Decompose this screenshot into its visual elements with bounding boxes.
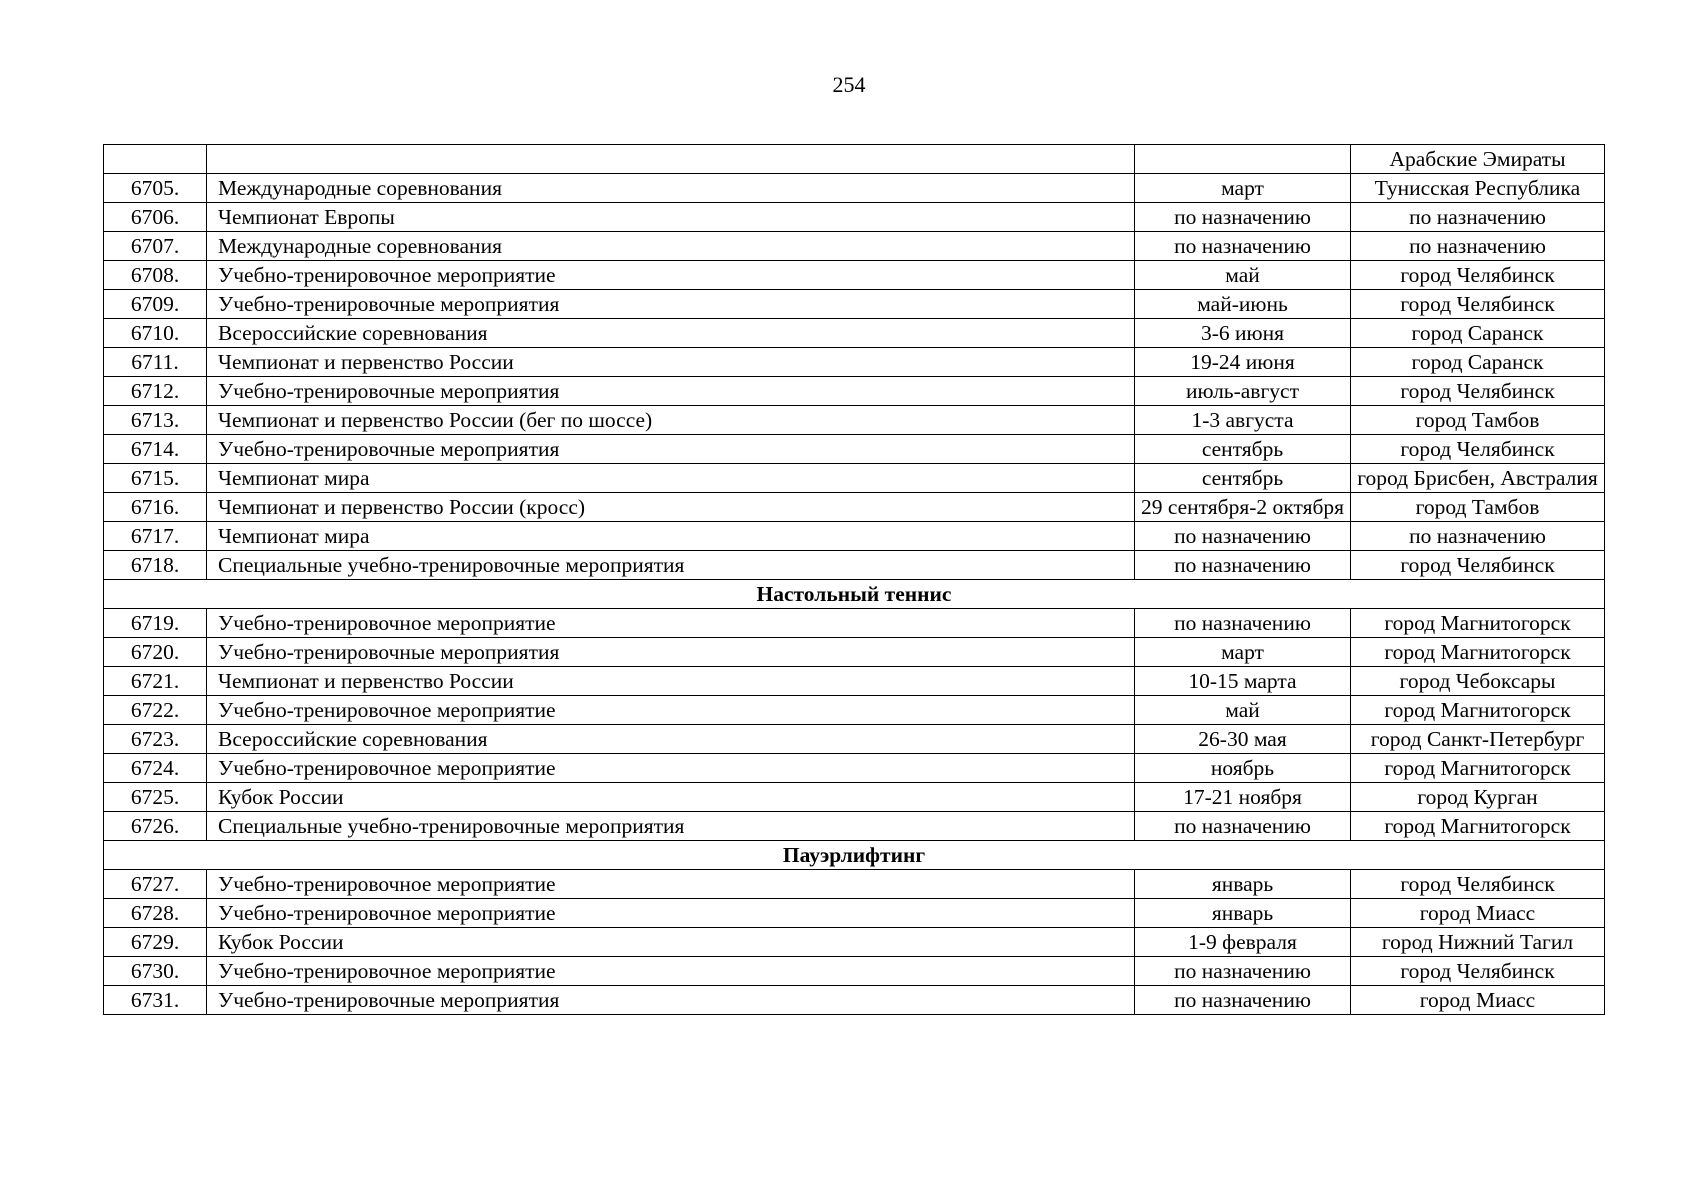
event-name: Чемпионат и первенство России (207, 348, 1135, 377)
event-date: 10-15 марта (1135, 667, 1351, 696)
event-place: город Санкт-Петербург (1351, 725, 1605, 754)
table-row (104, 667, 1605, 696)
event-place: город Саранск (1351, 319, 1605, 348)
table-row (104, 754, 1605, 783)
event-name: Учебно-тренировочные мероприятия (207, 435, 1135, 464)
table-row (104, 783, 1605, 812)
row-number: 6729. (104, 928, 207, 957)
section-table-tennis (104, 580, 1605, 609)
event-name: Кубок России (207, 928, 1135, 957)
table-row (104, 522, 1605, 551)
event-date: 3-6 июня (1135, 319, 1351, 348)
event-name: Чемпионат и первенство России (бег по шоссе) (207, 406, 1135, 435)
table-row (104, 551, 1605, 580)
table-row (104, 725, 1605, 754)
row-number: 6725. (104, 783, 207, 812)
event-place: город Челябинск (1351, 261, 1605, 290)
event-date: март (1135, 638, 1351, 667)
row-number: 6709. (104, 290, 207, 319)
table-row (104, 464, 1605, 493)
event-date: 29 сентября-2 октября (1135, 493, 1351, 522)
events-group-athletics (104, 174, 1605, 580)
event-name: Чемпионат мира (207, 464, 1135, 493)
event-name: Учебно-тренировочное мероприятие (207, 957, 1135, 986)
table-row (104, 899, 1605, 928)
table-row (104, 609, 1605, 638)
table-row (104, 261, 1605, 290)
row-number: 6712. (104, 377, 207, 406)
table-row (104, 377, 1605, 406)
table-row (104, 319, 1605, 348)
row-number: 6728. (104, 899, 207, 928)
event-date: по назначению (1135, 203, 1351, 232)
section-powerlifting (104, 841, 1605, 870)
table-row (104, 406, 1605, 435)
event-place: Тунисская Республика (1351, 174, 1605, 203)
row-number: 6713. (104, 406, 207, 435)
event-place: город Магнитогорск (1351, 812, 1605, 841)
event-name: Специальные учебно-тренировочные мероприятия (207, 551, 1135, 580)
table-row (104, 493, 1605, 522)
event-date: ноябрь (1135, 754, 1351, 783)
row-number: 6716. (104, 493, 207, 522)
event-name: Учебно-тренировочное мероприятие (207, 261, 1135, 290)
event-place: город Миасс (1351, 986, 1605, 1015)
event-place: город Тамбов (1351, 493, 1605, 522)
row-number: 6730. (104, 957, 207, 986)
event-name: Учебно-тренировочное мероприятие (207, 696, 1135, 725)
table-row (104, 348, 1605, 377)
section-header-row (104, 841, 1605, 870)
event-name: Чемпионат мира (207, 522, 1135, 551)
table-row (104, 986, 1605, 1015)
event-place: город Магнитогорск (1351, 754, 1605, 783)
table-row-continuation (104, 145, 1605, 174)
event-name (207, 145, 1135, 174)
event-date: май-июнь (1135, 290, 1351, 319)
table-row (104, 174, 1605, 203)
event-place: город Саранск (1351, 348, 1605, 377)
event-date: январь (1135, 870, 1351, 899)
event-name: Специальные учебно-тренировочные мероприятия (207, 812, 1135, 841)
event-date: сентябрь (1135, 435, 1351, 464)
event-name: Чемпионат и первенство России (207, 667, 1135, 696)
event-date: по назначению (1135, 551, 1351, 580)
event-name: Международные соревнования (207, 232, 1135, 261)
events-group-powerlifting (104, 870, 1605, 1015)
event-date: март (1135, 174, 1351, 203)
section-title: Настольный теннис (104, 580, 1605, 609)
page-number: 254 (832, 72, 866, 97)
section-header-row (104, 580, 1605, 609)
event-name: Международные соревнования (207, 174, 1135, 203)
event-name: Чемпионат и первенство России (кросс) (207, 493, 1135, 522)
event-date: январь (1135, 899, 1351, 928)
event-name: Учебно-тренировочные мероприятия (207, 986, 1135, 1015)
events-table (103, 144, 1605, 1015)
row-number: 6707. (104, 232, 207, 261)
row-number: 6727. (104, 870, 207, 899)
event-place: город Тамбов (1351, 406, 1605, 435)
event-date (1135, 145, 1351, 174)
events-table-body (104, 145, 1605, 174)
event-place: город Челябинск (1351, 377, 1605, 406)
event-name: Всероссийские соревнования (207, 725, 1135, 754)
event-place: город Челябинск (1351, 435, 1605, 464)
row-number: 6705. (104, 174, 207, 203)
row-number: 6717. (104, 522, 207, 551)
event-name: Чемпионат Европы (207, 203, 1135, 232)
event-date: май (1135, 696, 1351, 725)
table-row (104, 638, 1605, 667)
event-place: город Магнитогорск (1351, 609, 1605, 638)
event-name: Учебно-тренировочное мероприятие (207, 899, 1135, 928)
row-number: 6708. (104, 261, 207, 290)
event-date: сентябрь (1135, 464, 1351, 493)
row-number: 6724. (104, 754, 207, 783)
row-number: 6722. (104, 696, 207, 725)
events-group-table-tennis (104, 609, 1605, 841)
event-date: 1-3 августа (1135, 406, 1351, 435)
event-name: Кубок России (207, 783, 1135, 812)
event-place: по назначению (1351, 522, 1605, 551)
row-number: 6723. (104, 725, 207, 754)
event-place: Арабские Эмираты (1351, 145, 1605, 174)
event-place: город Миасс (1351, 899, 1605, 928)
event-place: город Курган (1351, 783, 1605, 812)
event-name: Учебно-тренировочное мероприятие (207, 609, 1135, 638)
row-number: 6714. (104, 435, 207, 464)
table-row (104, 928, 1605, 957)
event-place: город Челябинск (1351, 957, 1605, 986)
event-place: город Магнитогорск (1351, 696, 1605, 725)
event-date: июль-август (1135, 377, 1351, 406)
event-place: по назначению (1351, 203, 1605, 232)
event-place: город Нижний Тагил (1351, 928, 1605, 957)
event-place: город Магнитогорск (1351, 638, 1605, 667)
event-date: по назначению (1135, 986, 1351, 1015)
table-row (104, 957, 1605, 986)
table-row (104, 696, 1605, 725)
row-number: 6710. (104, 319, 207, 348)
table-row (104, 203, 1605, 232)
event-date: по назначению (1135, 812, 1351, 841)
row-number: 6720. (104, 638, 207, 667)
event-place: город Брисбен, Австралия (1351, 464, 1605, 493)
event-name: Всероссийские соревнования (207, 319, 1135, 348)
row-number: 6706. (104, 203, 207, 232)
row-number: 6726. (104, 812, 207, 841)
event-place: город Челябинск (1351, 551, 1605, 580)
row-number (104, 145, 207, 174)
event-date: 17-21 ноября (1135, 783, 1351, 812)
event-date: 1-9 февраля (1135, 928, 1351, 957)
event-name: Учебно-тренировочные мероприятия (207, 638, 1135, 667)
event-name: Учебно-тренировочные мероприятия (207, 377, 1135, 406)
event-date: по назначению (1135, 957, 1351, 986)
table-row (104, 812, 1605, 841)
table-row (104, 435, 1605, 464)
table-row (104, 232, 1605, 261)
event-date: по назначению (1135, 232, 1351, 261)
table-row (104, 290, 1605, 319)
row-number: 6721. (104, 667, 207, 696)
event-date: май (1135, 261, 1351, 290)
event-place: по назначению (1351, 232, 1605, 261)
section-title: Пауэрлифтинг (104, 841, 1605, 870)
row-number: 6718. (104, 551, 207, 580)
event-place: город Чебоксары (1351, 667, 1605, 696)
row-number: 6715. (104, 464, 207, 493)
row-number: 6731. (104, 986, 207, 1015)
event-name: Учебно-тренировочные мероприятия (207, 290, 1135, 319)
event-date: по назначению (1135, 609, 1351, 638)
event-name: Учебно-тренировочное мероприятие (207, 754, 1135, 783)
event-date: 26-30 мая (1135, 725, 1351, 754)
event-date: 19-24 июня (1135, 348, 1351, 377)
row-number: 6711. (104, 348, 207, 377)
event-place: город Челябинск (1351, 870, 1605, 899)
table-row (104, 870, 1605, 899)
event-name: Учебно-тренировочное мероприятие (207, 870, 1135, 899)
event-date: по назначению (1135, 522, 1351, 551)
event-place: город Челябинск (1351, 290, 1605, 319)
row-number: 6719. (104, 609, 207, 638)
